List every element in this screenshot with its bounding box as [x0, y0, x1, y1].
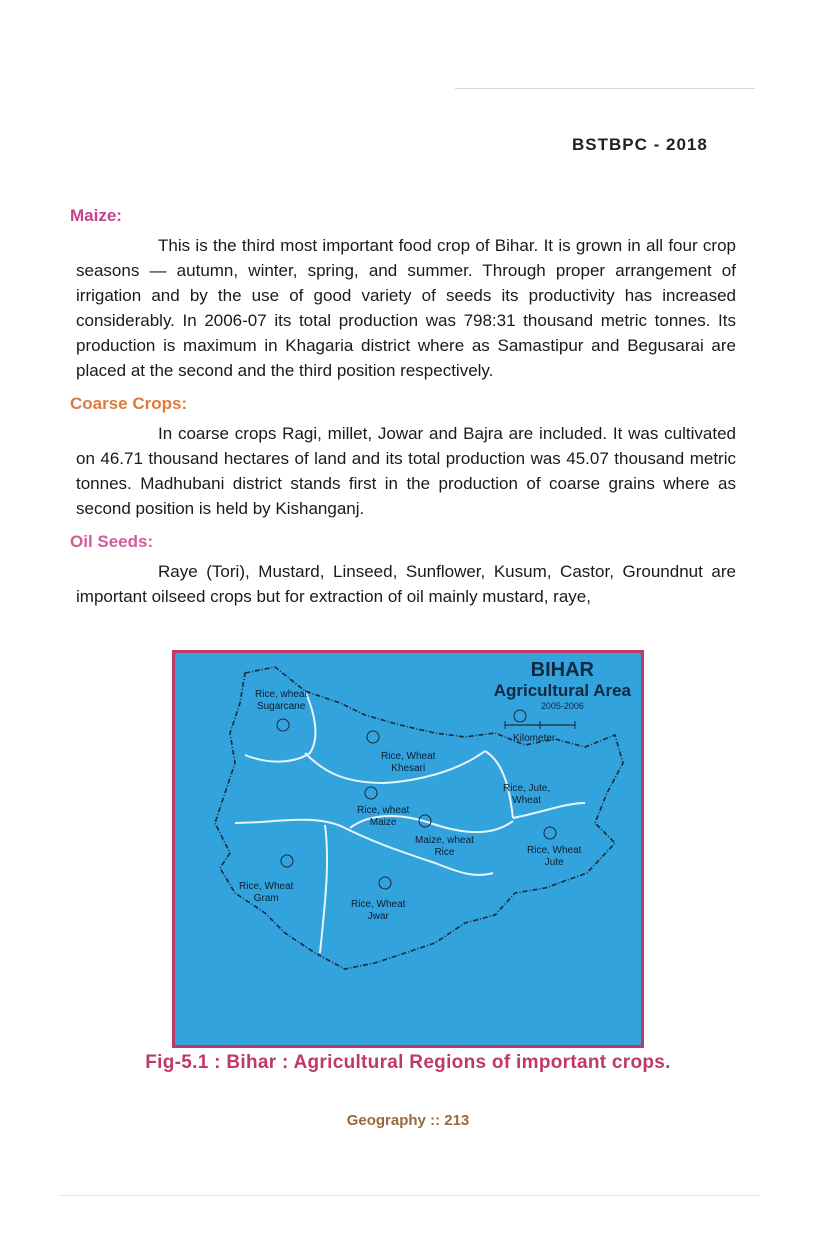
paragraph-coarse-crops: In coarse crops Ragi, millet, Jowar and Bajra are included. It was cultivated on 46.71 thousand hectares of land and its total production was 45.07 thousand metric tonnes. Madhubani district stands first in the production of coarse grains where as second position is held by Kishanganj.: [76, 424, 736, 518]
top-rule: [455, 88, 755, 89]
map-year: 2005-2006: [540, 701, 584, 711]
content: [70, 205, 736, 619]
map-region-6-label: Maize, wheat Rice: [415, 835, 474, 858]
bihar-agricultural-map: [172, 650, 644, 1048]
map-title-bihar: BIHAR: [530, 659, 595, 681]
heading-oil-seeds: Oil Seeds:: [70, 532, 154, 551]
map-region-5-label: Rice, Wheat Jute: [527, 845, 582, 868]
heading-maize: Maize:: [70, 206, 122, 225]
page-footer: Geography :: 213: [346, 1112, 470, 1129]
paragraph-oil-seeds: Raye (Tori), Mustard, Linseed, Sunflower, Kusum, Castor, Groundnut are important oilseed crops but for extraction of oil mainly mustard, raye,: [76, 562, 736, 606]
figure-caption: Fig-5.1 : Bihar : Agricultural Regions of important crops.: [145, 1052, 671, 1073]
map-region-1-label: Rice, wheat Sugarcane: [255, 689, 308, 712]
map-title: [494, 659, 631, 712]
page-code-header: BSTBPC - 2018: [572, 135, 708, 154]
map-region-7-label: Rice, Wheat Gram: [239, 881, 294, 904]
map-region-2-label: Rice, Wheat Khesari: [381, 751, 436, 774]
paragraph-maize: This is the third most important food crop of Bihar. It is grown in all four crop seasons — autumn, winter, spring, and summer. Through proper arrangement of irrigation and by the use of good variety of seeds its productivity has increased considerably. In 2006-07 its total production was 798:31 thousand metric tonnes. Its production is maximum in Khagaria district where as Samastipur and Begusarai are placed at the second and the third position respectively.: [76, 236, 736, 380]
map-region-4-label: Rice, Jute, Wheat: [503, 783, 551, 806]
map-scale-label: Kilometer: [513, 733, 556, 744]
map-title-agricultural-area: Agricultural Area: [493, 681, 631, 700]
map-region-3-label: Rice, wheat Maize: [357, 805, 410, 828]
map-region-8-label: Rice, Wheat Jwar: [351, 899, 406, 922]
bottom-rule: [60, 1195, 760, 1196]
heading-coarse-crops: Coarse Crops:: [70, 394, 188, 413]
